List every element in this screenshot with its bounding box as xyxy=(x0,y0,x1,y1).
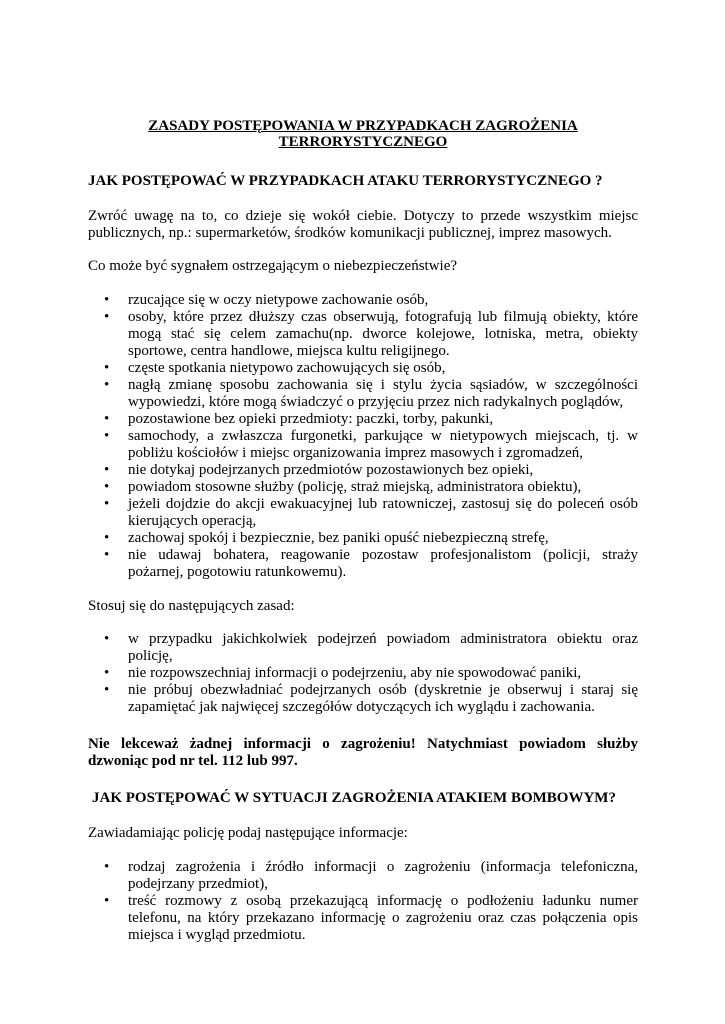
document-title-line-2: TERRORYSTYCZNEGO xyxy=(278,134,448,150)
list-item: • powiadom stosowne służby (policję, straż miejską, administratora obiektu), xyxy=(88,479,638,496)
rules-intro-paragraph: Stosuj się do następujących zasad: xyxy=(88,598,295,614)
list-item: • częste spotkania nietypowo zachowujących się osób, xyxy=(88,360,638,377)
list-item: • nagłą zmianę sposobu zachowania się i stylu życia sąsiadów, w szczególności wypowiedzi, które mogą świadczyć o przyjęciu przez nich radykalnych poglądów, xyxy=(88,377,638,411)
section-heading-bomb-threat: JAK POSTĘPOWAĆ W SYTUACJI ZAGROŻENIA ATAKIEM BOMBOWYM? xyxy=(92,790,616,806)
warning-signals-list xyxy=(88,292,638,581)
document-page xyxy=(88,118,638,944)
list-item: • pozostawione bez opieki przedmioty: paczki, torby, pakunki, xyxy=(88,411,638,428)
list-item: • w przypadku jakichkolwiek podejrzeń powiadom administratora obiektu oraz policję, xyxy=(88,631,638,665)
document-title-line-1: ZASADY POSTĘPOWANIA W PRZYPADKACH ZAGROŻENIA xyxy=(148,118,578,134)
list-item: • nie udawaj bohatera, reagowanie pozostaw profesjonalistom (policji, straży pożarnej, pogotowiu ratunkowemu). xyxy=(88,547,638,581)
list-item: • rzucające się w oczy nietypowe zachowanie osób, xyxy=(88,292,638,309)
rules-list xyxy=(88,631,638,716)
section-heading-terror-attack: JAK POSTĘPOWAĆ W PRZYPADKACH ATAKU TERRORYSTYCZNEGO ? xyxy=(88,173,603,189)
emergency-warning: Nie lekceważ żadnej informacji o zagrożeniu! Natychmiast powiadom służby dzwoniąc pod nr tel. 112 lub 997. xyxy=(88,736,638,769)
police-report-list xyxy=(88,859,638,944)
list-item: • nie rozpowszechniaj informacji o podejrzeniu, aby nie spowodować paniki, xyxy=(88,665,638,682)
intro-paragraph: Zwróć uwagę na to, co dzieje się wokół ciebie. Dotyczy to przede wszystkim miejsc publicznych, np.: supermarketów, środków komunikacji publicznej, imprez masowych. xyxy=(88,208,638,241)
police-report-intro: Zawiadamiając policję podaj następujące informacje: xyxy=(88,825,408,841)
list-item: • rodzaj zagrożenia i źródło informacji o zagrożeniu (informacja telefoniczna, podejrzany przedmiot), xyxy=(88,859,638,893)
warning-signals-question: Co może być sygnałem ostrzegającym o niebezpieczeństwie? xyxy=(88,258,458,274)
list-item: • zachowaj spokój i bezpiecznie, bez paniki opuść niebezpieczną strefę, xyxy=(88,530,638,547)
list-item: • nie próbuj obezwładniać podejrzanych osób (dyskretnie je obserwuj i staraj się zapamiętać jak najwięcej szczegółów dotyczących ich wyglądu i zachowania. xyxy=(88,682,638,716)
document-title xyxy=(88,118,638,150)
list-item: • nie dotykaj podejrzanych przedmiotów pozostawionych bez opieki, xyxy=(88,462,638,479)
list-item: • samochody, a zwłaszcza furgonetki, parkujące w nietypowych miejscach, tj. w pobliżu kościołów i miejsc organizowania imprez masowych i zgromadzeń, xyxy=(88,428,638,462)
list-item: • osoby, które przez dłuższy czas obserwują, fotografują lub filmują obiekty, które mogą stać się celem zamachu(np. dworce kolejowe, lotniska, metra, obiekty sportowe, centra handlowe, miejsca kultu religijnego. xyxy=(88,309,638,360)
list-item: • treść rozmowy z osobą przekazującą informację o podłożeniu ładunku numer telefonu, na który przekazano informację o zagrożeniu oraz czas połączenia opis miejsca i wygląd przedmiotu. xyxy=(88,893,638,944)
list-item: • jeżeli dojdzie do akcji ewakuacyjnej lub ratowniczej, zastosuj się do poleceń osób kierujących operacją, xyxy=(88,496,638,530)
